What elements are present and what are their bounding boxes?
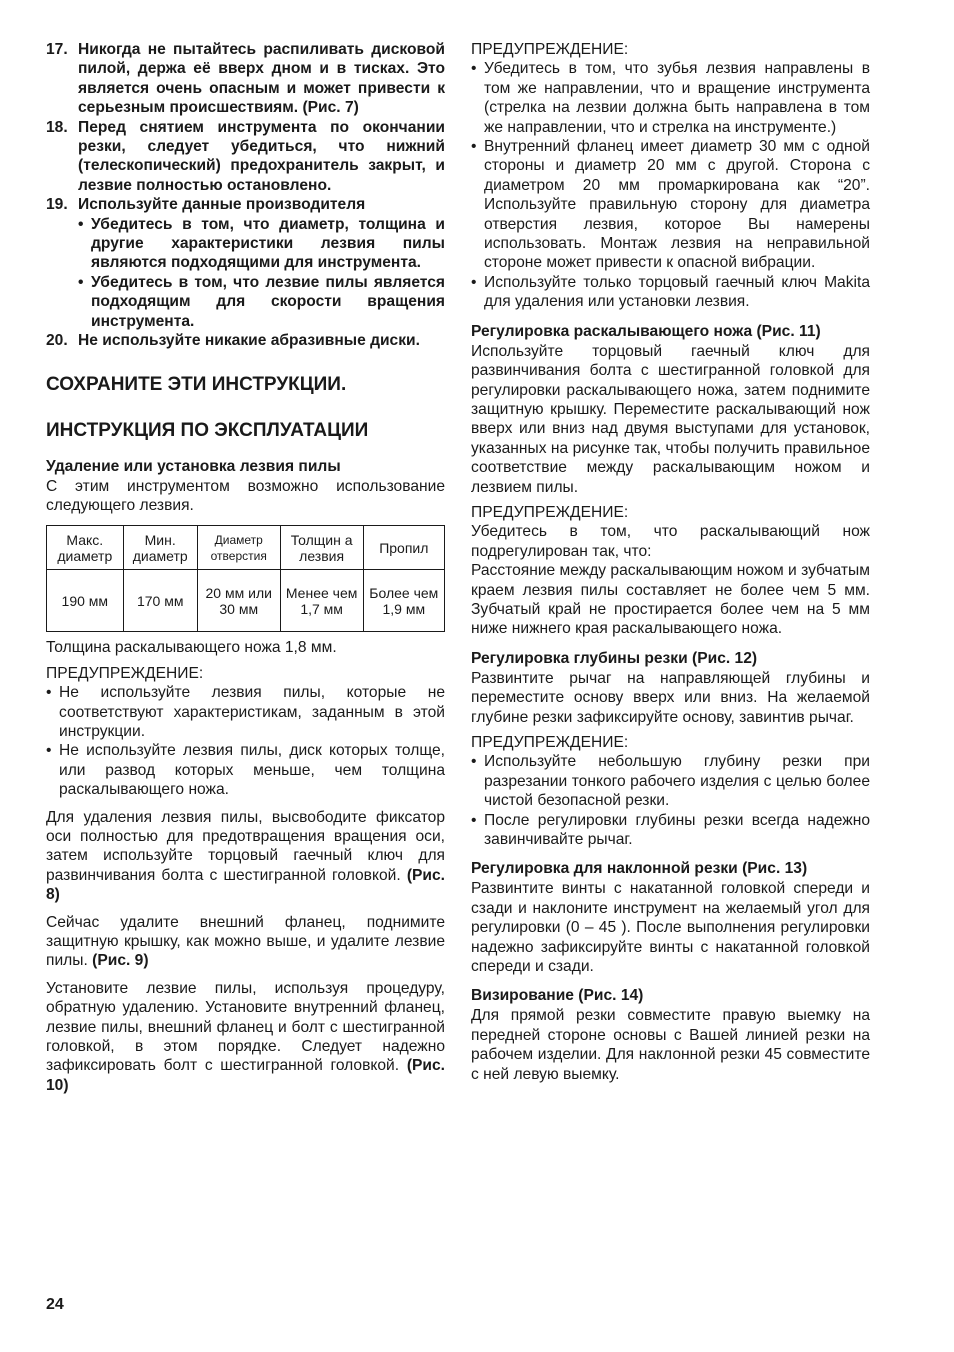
- sighting-text: Для прямой резки совместите правую выемку на передней стороне основы с Вашей линией резки на рабочем изделии. Для наклонной резки 45 совместите с ней левую выемку.: [471, 1007, 870, 1083]
- item-text: Никогда не пытайтесь распиливать дисковой пилой, держа её вверх дном и в тисках. Это является очень опасным и может привести к серьезным происшествиям. (Рис. 7): [78, 41, 445, 117]
- list-item-18: [46, 118, 445, 196]
- warning-bullet: [471, 811, 870, 850]
- warning-bullet: [46, 741, 445, 799]
- bullet-text: Используйте только торцовый гаечный ключ Makita для удаления или установки лезвия.: [484, 273, 870, 311]
- table-cell: 170 мм: [123, 570, 197, 632]
- table-header-cell: Пропил: [363, 526, 444, 570]
- table-header-cell: Толщин а лезвия: [280, 526, 363, 570]
- warning-label: ПРЕДУПРЕЖДЕНИЕ:: [46, 664, 204, 682]
- sighting-heading: Визирование (Рис. 14): [471, 987, 644, 1005]
- warning-bullet: [471, 273, 870, 312]
- bullet-text: Убедитесь в том, что лезвие пилы является подходящим для скорости вращения инструмента.: [91, 273, 445, 330]
- bevel-heading: Регулировка для наклонной резки (Рис. 13): [471, 860, 808, 878]
- removal-paragraph-1: [46, 808, 445, 905]
- table-header-cell: Диаметр отверстия: [197, 526, 280, 570]
- blade-spec-table: [46, 525, 445, 632]
- item-text: Используйте данные производителя: [78, 196, 366, 214]
- bullet-text: Используйте небольшую глубину резки при разрезании тонкого рабочего изделия с целью более чистой безопасной резки.: [484, 753, 870, 810]
- left-column: [46, 40, 445, 1095]
- list-item-20: [46, 331, 445, 350]
- operations-heading: ИНСТРУКЦИЯ ПО ЭКСПЛУАТАЦИИ: [46, 419, 369, 441]
- bullet-icon: •: [471, 138, 477, 156]
- bullet-text: Не используйте лезвия пилы, диск которых толще, или развод которых меньше, чем толщина раскалывающего ножа.: [59, 742, 445, 799]
- knife-heading: Регулировка раскалывающего ножа (Рис. 11): [471, 322, 821, 340]
- bullet-text: Убедитесь в том, что зубья лезвия направлены в том же направлении, что и вращение инструмента (стрелка на лезвии должна быть направлена в том же направлении, что и стрелка на инструменте.): [484, 60, 870, 136]
- table-header-cell: Мин. диаметр: [123, 526, 197, 570]
- bullet-icon: •: [78, 215, 84, 233]
- warning-bullet: [471, 752, 870, 810]
- bullet-text: После регулировки глубины резки всегда надежно завинчивайте рычаг.: [484, 811, 870, 849]
- bullet-text: Внутренний фланец имеет диаметр 30 мм с одной стороны и диаметр 20 мм с другой. Сторона с диаметром 20 мм промаркирована как “20”. Используйте правильную сторону для диаметра отверстия лезвия, которое Вы намерены использовать. Монтаж лезвия на неправильной стороне может привести к опасной вибрации.: [484, 138, 870, 272]
- table-row: [47, 570, 445, 632]
- bullet-icon: •: [78, 273, 84, 291]
- paragraph-text: Сейчас удалите внешний фланец, поднимите защитную крышку, как можно выше, и удалите лезвие пилы.: [46, 913, 445, 970]
- install-paragraph: [46, 979, 445, 1095]
- page-number: 24: [46, 1296, 64, 1313]
- warning-label: ПРЕДУПРЕЖДЕНИЕ:: [471, 734, 629, 751]
- warning-bullet: [46, 683, 445, 741]
- sub-bullet: [78, 273, 445, 331]
- figure-ref: (Рис. 8): [46, 866, 445, 904]
- knife-warning-text: Убедитесь в том, что раскалывающий нож подрегулирован так, что:: [471, 523, 870, 560]
- warning-label: ПРЕДУПРЕЖДЕНИЕ:: [471, 503, 629, 521]
- knife-text: Используйте торцовый гаечный ключ для развинчивания болта с шестигранной головкой для регулировки раскалывающего ножа, затем поднимите защитную крышку. Переместите раскалывающий нож вверх или вниз над двумя выступами для установок, указанных на рисунке так, чтобы получить правильное соответствие между раскалывающим ножом и лезвием пилы.: [471, 342, 870, 496]
- warning-bullet: [471, 137, 870, 273]
- bullet-icon: •: [471, 273, 477, 291]
- item-number: 18.: [46, 118, 68, 136]
- removal-paragraph-2: [46, 913, 445, 971]
- table-cell: Менее чем 1,7 мм: [280, 570, 363, 632]
- bullet-text: Не используйте лезвия пилы, которые не соответствуют характеристикам, заданным в этой инструкции.: [59, 684, 445, 740]
- paragraph-text: Установите лезвие пилы, используя процедуру, обратную удалению. Установите внутренний фланец, лезвие пилы, внешний фланец и болт с шестигранной головкой, в этом порядке. Следует надежно зафиксировать болт с шестигранной головкой.: [46, 979, 445, 1075]
- removal-heading: Удаление или установка лезвия пилы: [46, 457, 341, 475]
- bullet-icon: •: [471, 60, 477, 78]
- paragraph-text: Для удаления лезвия пилы, высвободите фиксатор оси полностью для предотвращения вращения оси, затем используйте торцовый гаечный ключ для развинчивания болта с шестигранной головкой.: [46, 808, 445, 884]
- knife-warning-text: Расстояние между раскалывающим ножом и зубчатым краем лезвия пилы составляет не более чем 5 мм. Зубчатый край не простирается более чем на 5 мм ниже нижнего края раскалывающего ножа.: [471, 562, 870, 638]
- table-header-row: [47, 526, 445, 570]
- item-number: 19.: [46, 196, 68, 214]
- item-number: 20.: [46, 332, 68, 350]
- bullet-icon: •: [46, 742, 52, 760]
- right-column: [471, 40, 870, 1084]
- figure-ref: (Рис. 9): [92, 952, 149, 970]
- table-cell: 190 мм: [47, 570, 124, 632]
- bullet-icon: •: [46, 684, 52, 702]
- figure-ref: (Рис. 10): [46, 1057, 445, 1094]
- removal-intro: С этим инструментом возможно использование следующего лезвия.: [46, 477, 445, 514]
- warning-label: ПРЕДУПРЕЖДЕНИЕ:: [471, 41, 629, 58]
- list-item-19: [46, 195, 445, 214]
- list-item-17: [46, 40, 445, 118]
- table-cell: Более чем 1,9 мм: [363, 570, 444, 632]
- depth-text: Развинтите рычаг на направляющей глубины и переместите основу вверх или вниз. На желаемой глубине резки зафиксируйте основу, завинтив рычаг.: [471, 669, 870, 726]
- item-number: 17.: [46, 41, 68, 58]
- knife-thickness-note: Толщина раскалывающего ножа 1,8 мм.: [46, 639, 337, 657]
- table-header-cell: Макс. диаметр: [47, 526, 124, 570]
- item-text: Перед снятием инструмента по окончании резки, следует убедиться, что нижний (телескопический) предохранитель закрыт, и лезвие полностью остановлено.: [78, 118, 445, 194]
- save-heading: СОХРАНИТЕ ЭТИ ИНСТРУКЦИИ.: [46, 373, 347, 395]
- bevel-text: Развинтите винты с накатанной головкой спереди и сзади и наклоните инструмент на желаемый угол для регулировки (0 – 45 ). После выполнения регулировки надежно зафиксируйте винты с накатанной головкой спереди и сзади.: [471, 880, 870, 976]
- table-cell: 20 мм или 30 мм: [197, 570, 280, 632]
- item-text: Не используйте никакие абразивные диски.: [78, 332, 420, 350]
- bullet-icon: •: [471, 811, 477, 829]
- depth-heading: Регулировка глубины резки (Рис. 12): [471, 649, 758, 667]
- bullet-icon: •: [471, 753, 477, 771]
- bullet-text: Убедитесь в том, что диаметр, толщина и другие характеристики лезвия пилы являются подходящими для инструмента.: [91, 215, 445, 272]
- sub-bullet: [78, 215, 445, 273]
- warning-bullet: [471, 59, 870, 137]
